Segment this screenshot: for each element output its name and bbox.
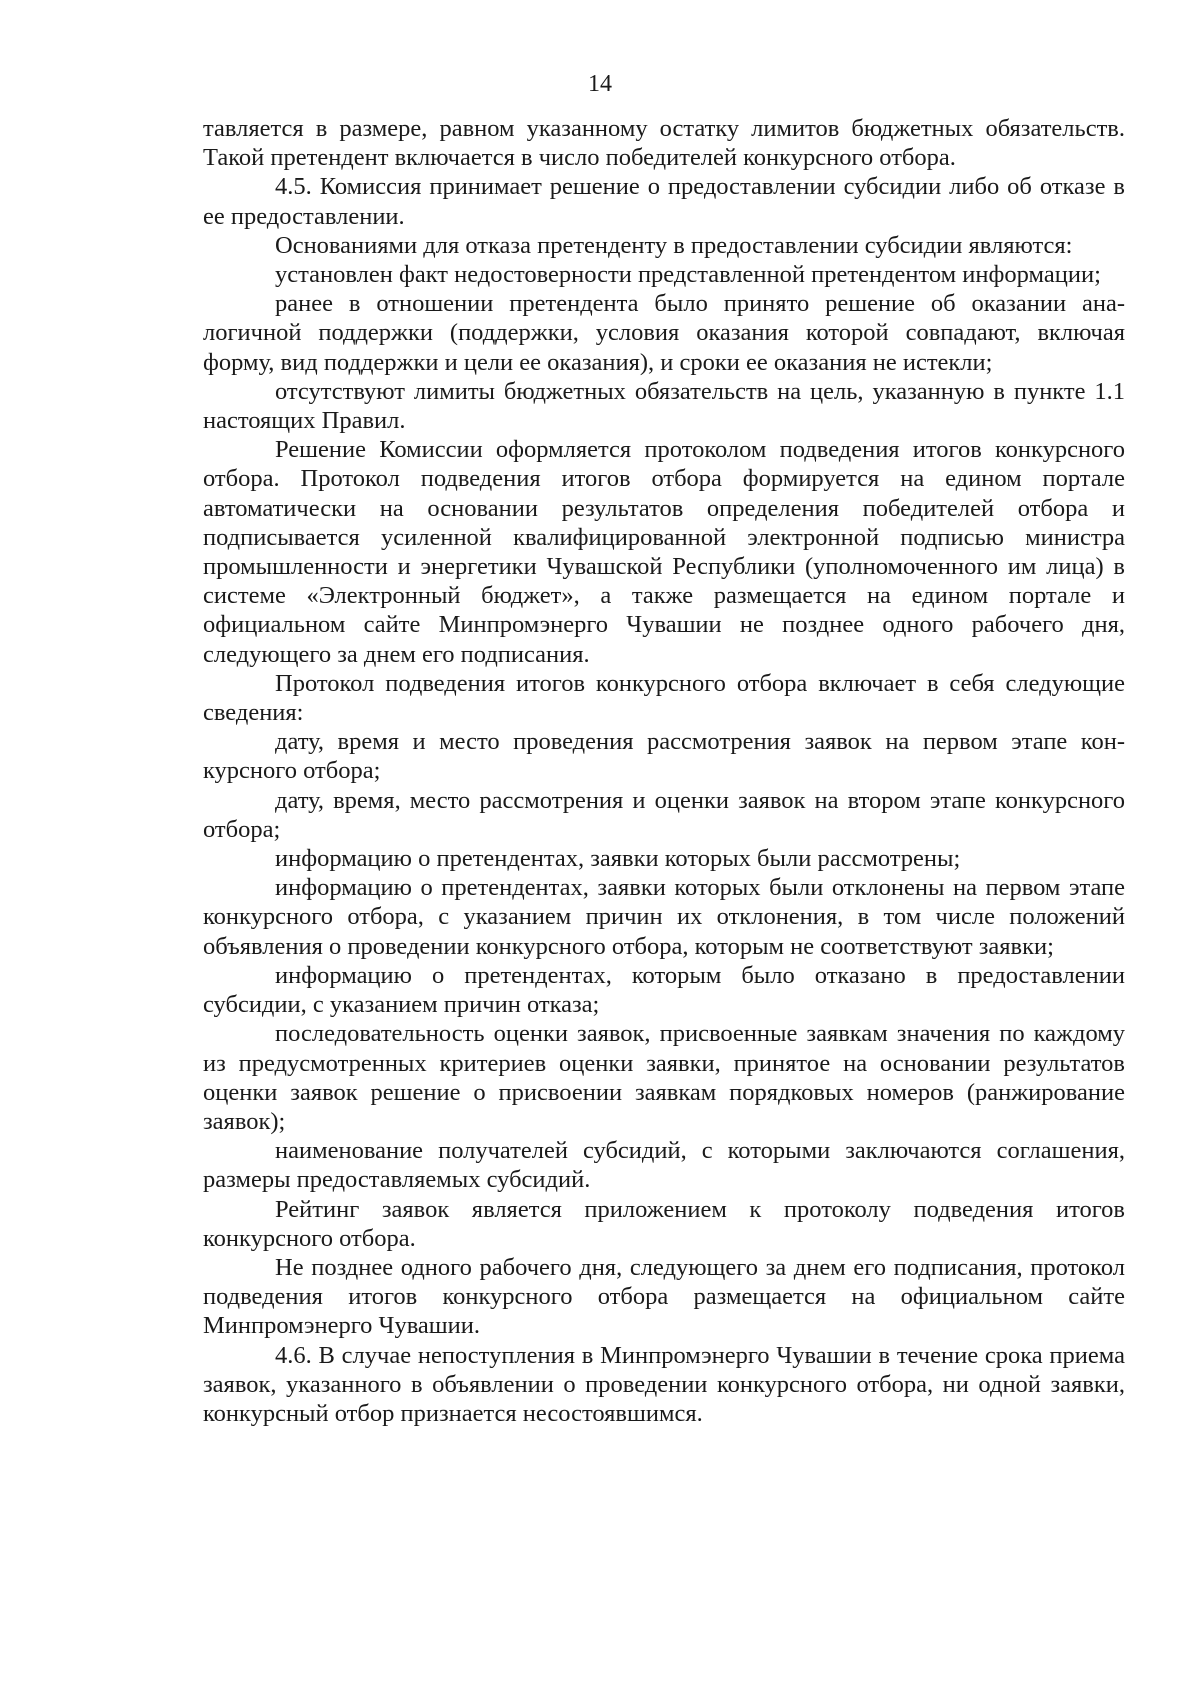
paragraph-continuation: тавляется в размере, равном указанному остатку лимитов бюджетных обязательств. Такой претендент включается в число победителей конкурсного отбора.	[203, 115, 1125, 172]
list-item-unreliable-info: установлен факт недостоверности представленной претендентом информации;	[275, 261, 1101, 289]
list-item-reviewed-applicants: информацию о претендентах, заявки которых были рассмотрены;	[275, 845, 961, 873]
list-item-previous-support: ранее в отношении претендента было принято решение об оказании аналогичной поддержки (поддержки, условия оказания которой совпадают, включая форму, вид поддержки и цели ее оказания), и сроки ее оказания не истекли;	[203, 290, 1125, 376]
list-item-refused-applicants: информацию о претендентах, которым было отказано в предоставлении субсидии, с указанием причин отказа;	[203, 961, 1125, 1019]
list-item-rejected-applicants: информацию о претендентах, заявки которых были отклонены на первом этапе конкурсного отбора, с указанием причин их отклонения, в том числе положений объявления о проведении конкурсного отбора, которым не соответствуют заявки;	[203, 874, 1125, 960]
paragraph-protocol-formation: Решение Комиссии оформляется протоколом подведения итогов конкурсного отбора. Протокол подведения итогов отбора формируется на едином портале автоматически на основании результатов определения победителей отбора и подписывается усиленной квалифицированной электронной подписью министра промышленности и энергетики Чувашской Республики (уполномоченного им лица) в системе «Электронный бюджет», а также размещается на едином портале и официальном сайте Минпромэнерго Чувашии не позднее одного рабочего дня, следующего за днем его подписания.	[203, 436, 1125, 668]
paragraph-protocol-contents: Протокол подведения итогов конкурсного отбора включает в себя следующие сведения:	[203, 669, 1125, 727]
list-item-first-stage-date: дату, время и место проведения рассмотрения заявок на первом этапе конкурсного отбора;	[203, 728, 1125, 785]
paragraph-protocol-publication: Не позднее одного рабочего дня, следующего за днем его подписания, протокол подведения итогов конкурсного отбора размещается на официальном сайте Минпромэнерго Чувашии.	[203, 1253, 1125, 1340]
list-item-second-stage-date: дату, время, место рассмотрения и оценки заявок на втором этапе конкурсного отбора;	[203, 786, 1125, 843]
list-item-no-budget-limits: отсутствуют лимиты бюджетных обязательств на цель, указанную в пункте 1.1 настоящих Правил.	[203, 377, 1125, 435]
list-item-evaluation-sequence: последовательность оценки заявок, присвоенные заявкам значения по каждому из предусмотренных критериев оценки заявки, принятое на основании результатов оценки заявок решение о присвоении заявкам порядковых номеров (ранжирование заявок);	[203, 1020, 1125, 1135]
paragraph-4-5-decision: 4.5. Комиссия принимает решение о предоставлении субсидии либо об отказе в ее предоставлении.	[203, 173, 1125, 230]
paragraph-4-6-no-applications: 4.6. В случае непоступления в Минпромэнерго Чувашии в течение срока приема заявок, указанного в объявлении о проведении конкурсного отбора, ни одной заявки, конкурсный отбор признается несостоявшимся.	[203, 1341, 1125, 1427]
document-body	[203, 114, 1125, 1428]
paragraph-rating-appendix: Рейтинг заявок является приложением к протоколу подведения итогов конкурсного отбора.	[203, 1195, 1125, 1252]
page-number: 14	[588, 71, 612, 97]
paragraph-refusal-grounds: Основаниями для отказа претенденту в предоставлении субсидии являются:	[275, 231, 1073, 259]
list-item-recipients: наименование получателей субсидий, с которыми заключаются соглашения, размеры предоставляемых субсидий.	[203, 1137, 1125, 1194]
